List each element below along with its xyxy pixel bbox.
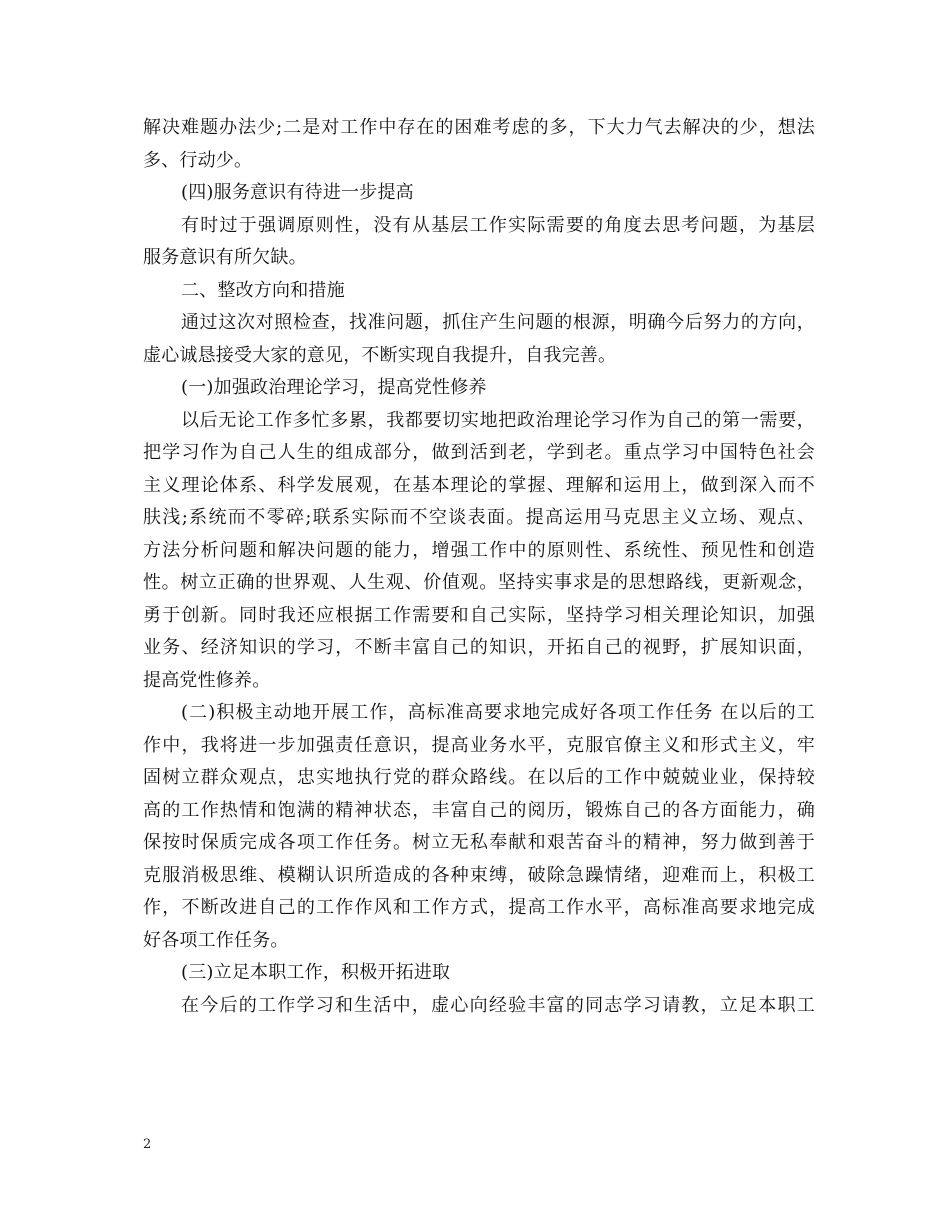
text-line: 多、行动少。 — [143, 149, 253, 171]
text-line: 性。树立正确的世界观、人生观、价值观。坚持实事求是的思想路线，更新观念， — [143, 572, 815, 593]
text-line: 保按时保质完成各项工作任务。树立无私奉献和艰苦奋斗的精神，努力做到善于 — [143, 832, 815, 853]
document-body — [143, 112, 815, 1022]
text-line: 服务意识有所欠缺。 — [143, 247, 307, 268]
section-heading: (一)加强政治理论学习，提高党性修养 — [181, 377, 487, 398]
text-line: 好各项工作任务。 — [143, 929, 289, 951]
page-number: 2 — [143, 1137, 152, 1152]
section-heading: (二)积极主动地开展工作，高标准高要求地完成好各项工作任务 在以后的工 — [181, 702, 815, 723]
text-line: 业务、经济知识的学习，不断丰富自己的知识，开拓自己的视野，扩展知识面， — [143, 637, 815, 658]
text-line: 高的工作热情和饱满的精神状态，丰富自己的阅历，锻炼自己的各方面能力，确 — [143, 799, 815, 821]
section-heading: 二、整改方向和措施 — [181, 279, 345, 301]
text-line: 固树立群众观点，忠实地执行党的群众路线。在以后的工作中兢兢业业，保持较 — [143, 767, 815, 788]
section-heading: (三)立足本职工作，积极开拓进取 — [181, 962, 451, 983]
text-line: 肤浅;系统而不零碎;联系实际而不空谈表面。提高运用马克思主义立场、观点、 — [143, 507, 815, 528]
text-line: 勇于创新。同时我还应根据工作需要和自己实际，坚持学习相关理论知识，加强 — [143, 604, 815, 626]
text-line: 有时过于强调原则性，没有从基层工作实际需要的角度去思考问题，为基层 — [181, 214, 815, 236]
text-line: 虚心诚恳接受大家的意见，不断实现自我提升，自我完善。 — [143, 344, 617, 366]
text-line: 克服消极思维、模糊认识所造成的各种束缚，破除急躁情绪，迎难而上，积极工 — [143, 864, 815, 886]
text-line: 以后无论工作多忙多累，我都要切实地把政治理论学习作为自己的第一需要， — [181, 409, 815, 431]
text-line: 作中，我将进一步加强责任意识，提高业务水平，克服官僚主义和形式主义，牢 — [143, 734, 815, 756]
text-line: 把学习作为自己人生的组成部分，做到活到老，学到老。重点学习中国特色社会 — [143, 442, 815, 463]
text-line: 方法分析问题和解决问题的能力，增强工作中的原则性、系统性、预见性和创造 — [143, 539, 815, 561]
text-line: 在今后的工作学习和生活中，虚心向经验丰富的同志学习请教，立足本职工 — [181, 994, 815, 1016]
text-line: 解决难题办法少;二是对工作中存在的困难考虑的多，下大力气去解决的少，想法 — [143, 117, 815, 138]
text-line: 通过这次对照检查，找准问题，抓住产生问题的根源，明确今后努力的方向， — [181, 312, 815, 333]
text-line: 作，不断改进自己的工作作风和工作方式，提高工作水平，高标准高要求地完成 — [143, 897, 815, 918]
text-line: 主义理论体系、科学发展观，在基本理论的掌握、理解和运用上，做到深入而不 — [143, 474, 815, 496]
text-line: 提高党性修养。 — [143, 669, 271, 691]
section-heading: (四)服务意识有待进一步提高 — [181, 182, 414, 203]
